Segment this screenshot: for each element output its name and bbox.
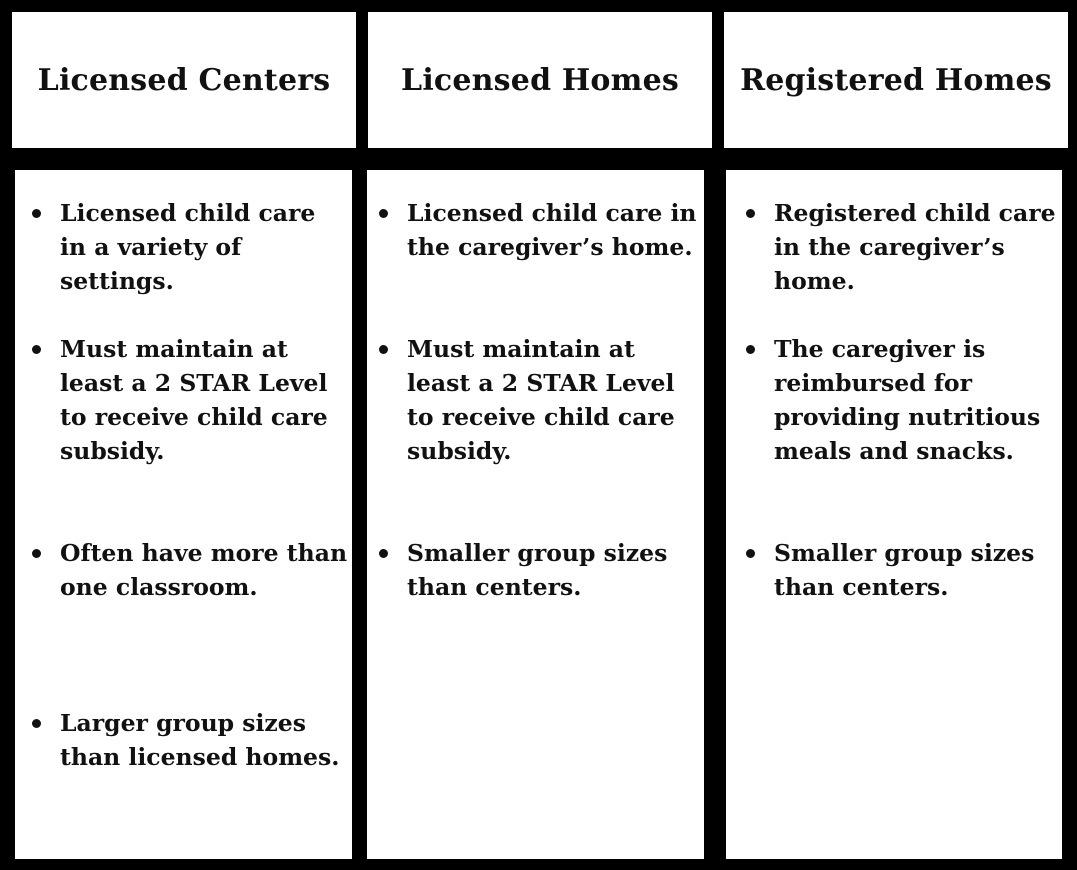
list-item-text: Licensed child care in a variety of settings. [60,199,316,295]
column-title: Licensed Centers [37,62,331,98]
list-item [60,706,348,774]
bullet-icon [32,345,41,354]
list-item [407,332,702,468]
column-licensed-centers [15,170,352,859]
list-item [60,196,348,298]
column-title: Registered Homes [740,62,1052,98]
list-item-text: Must maintain at least a 2 STAR Level to receive child care subsidy. [60,335,328,465]
list-item-text: The caregiver is reimbursed for providing nutritious meals and snacks. [774,335,1041,465]
list-item-text: Licensed child care in the caregiver’s home. [407,199,697,261]
list-item-text: Registered child care in the caregiver’s home. [774,199,1056,295]
list-item-text: Often have more than one classroom. [60,539,348,601]
header-licensed-homes [368,12,712,148]
column-title: Licensed Homes [401,62,679,98]
list-item-text: Larger group sizes than licensed homes. [60,709,340,771]
column-licensed-homes [367,170,704,859]
bullet-icon [746,549,755,558]
bullet-icon [746,209,755,218]
list-item [774,332,1060,468]
list-item [60,332,348,468]
list-item-text: Must maintain at least a 2 STAR Level to receive child care subsidy. [407,335,675,465]
list-item [60,536,348,604]
bullet-icon [32,209,41,218]
header-registered-homes [724,12,1068,148]
bullet-icon [379,209,388,218]
list-item [774,536,1060,604]
bullet-icon [746,345,755,354]
list-item [407,196,702,264]
list-item-text: Smaller group sizes than centers. [774,539,1035,601]
bullet-icon [32,549,41,558]
bullet-icon [32,719,41,728]
bullet-icon [379,549,388,558]
bullet-icon [379,345,388,354]
column-registered-homes [726,170,1062,859]
header-licensed-centers [12,12,356,148]
list-item-text: Smaller group sizes than centers. [407,539,668,601]
list-item [407,536,702,604]
list-item [774,196,1060,298]
